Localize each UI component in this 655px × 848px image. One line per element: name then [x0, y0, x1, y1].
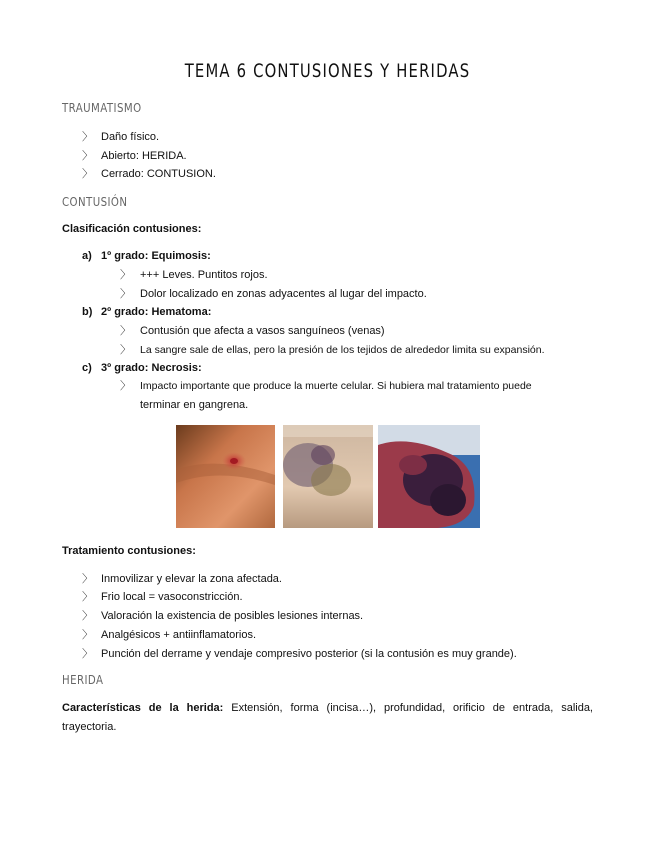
list-item-text: Contusión que afecta a vasos sanguíneos (venas) — [140, 325, 385, 337]
page-title: TEMA 6 CONTUSIONES Y HERIDAS — [184, 60, 471, 82]
list-item — [120, 287, 131, 301]
list-item-text: Frio local = vasoconstricción. — [101, 591, 243, 603]
chevron-right-icon: 〉 — [120, 325, 131, 337]
list-item — [82, 590, 93, 604]
list-item — [82, 130, 93, 144]
herida-text: Extensión, forma (incisa…), profundidad, orificio de entrada, salida, — [223, 702, 593, 714]
list-item — [82, 647, 93, 661]
grade-letter: b) — [82, 306, 93, 318]
chevron-right-icon: 〉 — [82, 591, 93, 603]
list-item — [120, 343, 131, 357]
list-item-text: terminar en gangrena. — [140, 399, 249, 411]
necrosis-photo — [378, 425, 480, 528]
section-heading-herida: HERIDA — [62, 673, 104, 687]
list-item — [82, 609, 93, 623]
grade-letter: c) — [82, 362, 92, 374]
section-heading-traumatismo: TRAUMATISMO — [62, 101, 142, 115]
chevron-right-icon: 〉 — [82, 131, 93, 143]
chevron-right-icon: 〉 — [120, 344, 131, 356]
chevron-right-icon: 〉 — [120, 288, 131, 300]
list-item-text: Impacto importante que produce la muerte celular. Si hubiera mal tratamiento puede — [140, 380, 532, 392]
chevron-right-icon: 〉 — [120, 380, 131, 392]
list-item-text: Cerrado: CONTUSION. — [101, 168, 216, 180]
herida-paragraph-line-2: trayectoria. — [62, 721, 117, 733]
list-item — [82, 628, 93, 642]
equimosis-photo — [176, 425, 275, 528]
list-item-text: Valoración la existencia de posibles lesiones internas. — [101, 610, 364, 622]
list-item — [120, 379, 131, 393]
list-item-text: Punción del derrame y vendaje compresivo posterior (si la contusión es muy grande). — [101, 648, 517, 660]
grade-name: 1º grado: Equimosis: — [101, 250, 211, 262]
herida-label: Características de la herida: — [62, 702, 224, 714]
list-item-text: La sangre sale de ellas, pero la presión de los tejidos de alrededor limita su expansión. — [140, 344, 545, 356]
list-item-text: Abierto: HERIDA. — [101, 150, 187, 162]
list-item — [120, 268, 131, 282]
chevron-right-icon: 〉 — [82, 150, 93, 162]
hematoma-photo — [283, 425, 373, 528]
chevron-right-icon: 〉 — [82, 629, 93, 641]
section-heading-contusion: CONTUSIÓN — [62, 195, 128, 209]
grade-letter: a) — [82, 250, 92, 262]
list-item-text: Dolor localizado en zonas adyacentes al lugar del impacto. — [140, 288, 427, 300]
list-item-text: Daño físico. — [101, 131, 160, 143]
chevron-right-icon: 〉 — [82, 610, 93, 622]
list-item — [82, 167, 93, 181]
chevron-right-icon: 〉 — [82, 573, 93, 585]
list-item — [82, 149, 93, 163]
grade-name: 2º grado: Hematoma: — [101, 306, 212, 318]
chevron-right-icon: 〉 — [82, 648, 93, 660]
chevron-right-icon: 〉 — [82, 168, 93, 180]
subheading-tratamiento: Tratamiento contusiones: — [62, 545, 196, 557]
list-item-text: +++ Leves. Puntitos rojos. — [140, 269, 268, 281]
list-item-text: Inmovilizar y elevar la zona afectada. — [101, 573, 282, 585]
herida-paragraph-line-1 — [62, 701, 593, 715]
subheading-clasificacion: Clasificación contusiones: — [62, 223, 202, 235]
list-item-text: Analgésicos + antiinflamatorios. — [101, 629, 256, 641]
chevron-right-icon: 〉 — [120, 269, 131, 281]
list-item — [120, 324, 131, 338]
grade-name: 3º grado: Necrosis: — [101, 362, 202, 374]
list-item — [82, 572, 93, 586]
